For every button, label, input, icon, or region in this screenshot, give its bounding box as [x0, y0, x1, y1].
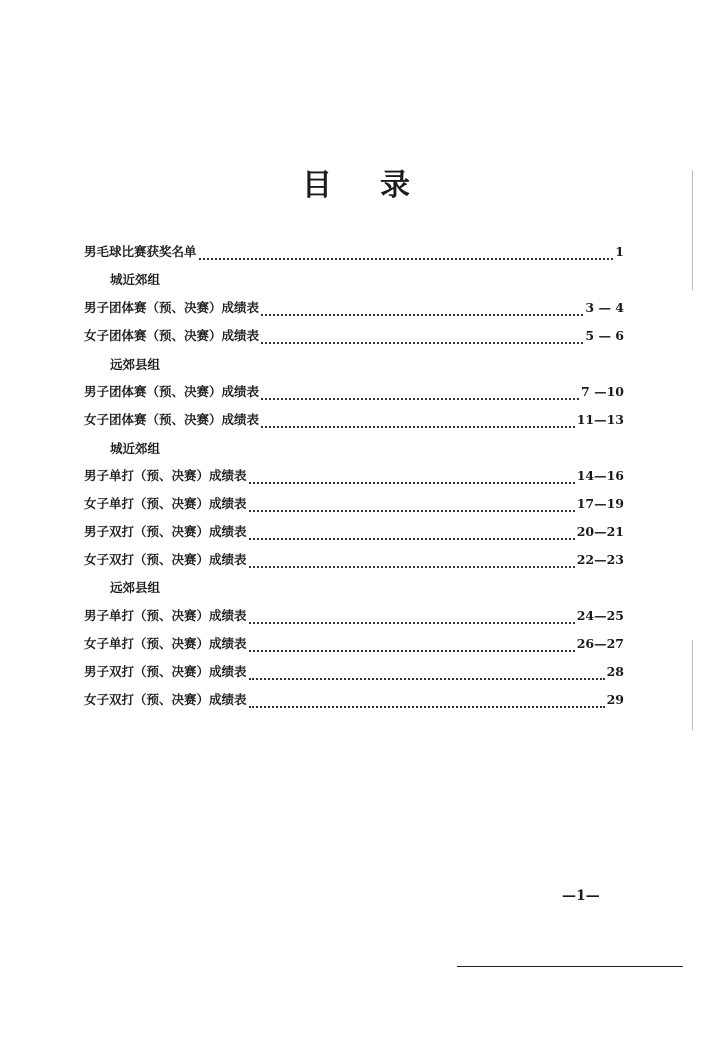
toc-entry-page: 11—13 [576, 412, 624, 427]
leader-dots [249, 500, 575, 512]
toc-entry-label: 男子团体赛（预、决赛）成绩表 [84, 384, 260, 399]
leader-dots [199, 248, 614, 260]
toc-entry-page: 29 [606, 692, 624, 707]
title-char-1: 目 [302, 168, 332, 203]
group-heading-city-suburb: 城近郊组 [110, 272, 161, 287]
toc-entry-page: 3 — 4 [585, 300, 624, 315]
toc-entry-page: 5 — 6 [585, 328, 624, 343]
toc-entry-men-doubles-city[interactable] [84, 524, 624, 540]
leader-dots [249, 472, 575, 484]
leader-dots [249, 612, 575, 624]
toc-entry-women-team-far[interactable] [84, 412, 624, 428]
toc-entry-label: 男子团体赛（预、决赛）成绩表 [84, 300, 260, 315]
toc-entry-women-doubles-far[interactable] [84, 692, 624, 708]
toc-entry-men-team-city[interactable] [84, 300, 624, 316]
toc-entry-women-doubles-city[interactable] [84, 552, 624, 568]
toc-entry-page: 14—16 [576, 468, 624, 483]
group-heading-far-suburb-2: 远郊县组 [110, 580, 161, 595]
toc-entry-label: 男子单打（预、决赛）成绩表 [84, 608, 247, 623]
leader-dots [261, 304, 583, 316]
toc-entry-page: 24—25 [576, 608, 624, 623]
page-number: —1— [562, 888, 600, 904]
group-heading-far-suburb: 远郊县组 [110, 357, 161, 372]
leader-dots [249, 640, 575, 652]
leader-dots [261, 388, 579, 400]
bottom-rule [457, 966, 683, 967]
leader-dots [249, 668, 605, 680]
toc-entry-women-singles-city[interactable] [84, 496, 624, 512]
leader-dots [249, 528, 575, 540]
toc-entry-men-team-far[interactable] [84, 384, 624, 400]
toc-entry-label: 男子双打（预、决赛）成绩表 [84, 524, 247, 539]
toc-entry-label: 男毛球比赛获奖名单 [84, 244, 197, 259]
title-char-2: 录 [380, 168, 410, 203]
toc-entry-page: 1 [615, 244, 624, 259]
toc-entry-page: 26—27 [576, 636, 624, 651]
toc-entry-label: 男子双打（预、决赛）成绩表 [84, 664, 247, 679]
toc-entry-label: 女子团体赛（预、决赛）成绩表 [84, 328, 260, 343]
leader-dots [249, 696, 605, 708]
leader-dots [261, 416, 575, 428]
toc-entry-label: 女子单打（预、决赛）成绩表 [84, 636, 247, 651]
toc-entry-page: 17—19 [576, 496, 624, 511]
toc-entry-award-list[interactable] [84, 244, 624, 260]
toc-entry-page: 22—23 [576, 552, 624, 567]
toc-entry-men-singles-city[interactable] [84, 468, 624, 484]
scan-edge-mark [692, 170, 693, 290]
toc-entry-men-singles-far[interactable] [84, 608, 624, 624]
scan-edge-mark [692, 640, 693, 730]
leader-dots [261, 332, 583, 344]
toc-entry-women-singles-far[interactable] [84, 636, 624, 652]
toc-entry-page: 20—21 [576, 524, 624, 539]
toc-entry-women-team-city[interactable] [84, 328, 624, 344]
toc-entry-label: 女子双打（预、决赛）成绩表 [84, 552, 247, 567]
toc-entry-page: 7 —10 [581, 384, 624, 399]
group-heading-city-suburb-2: 城近郊组 [110, 441, 161, 456]
toc-entry-label: 女子团体赛（预、决赛）成绩表 [84, 412, 260, 427]
toc-entry-page: 28 [606, 664, 624, 679]
toc-entry-label: 女子双打（预、决赛）成绩表 [84, 692, 247, 707]
toc-entry-men-doubles-far[interactable] [84, 664, 624, 680]
toc-entry-label: 女子单打（预、决赛）成绩表 [84, 496, 247, 511]
toc-entry-label: 男子单打（预、决赛）成绩表 [84, 468, 247, 483]
leader-dots [249, 556, 575, 568]
